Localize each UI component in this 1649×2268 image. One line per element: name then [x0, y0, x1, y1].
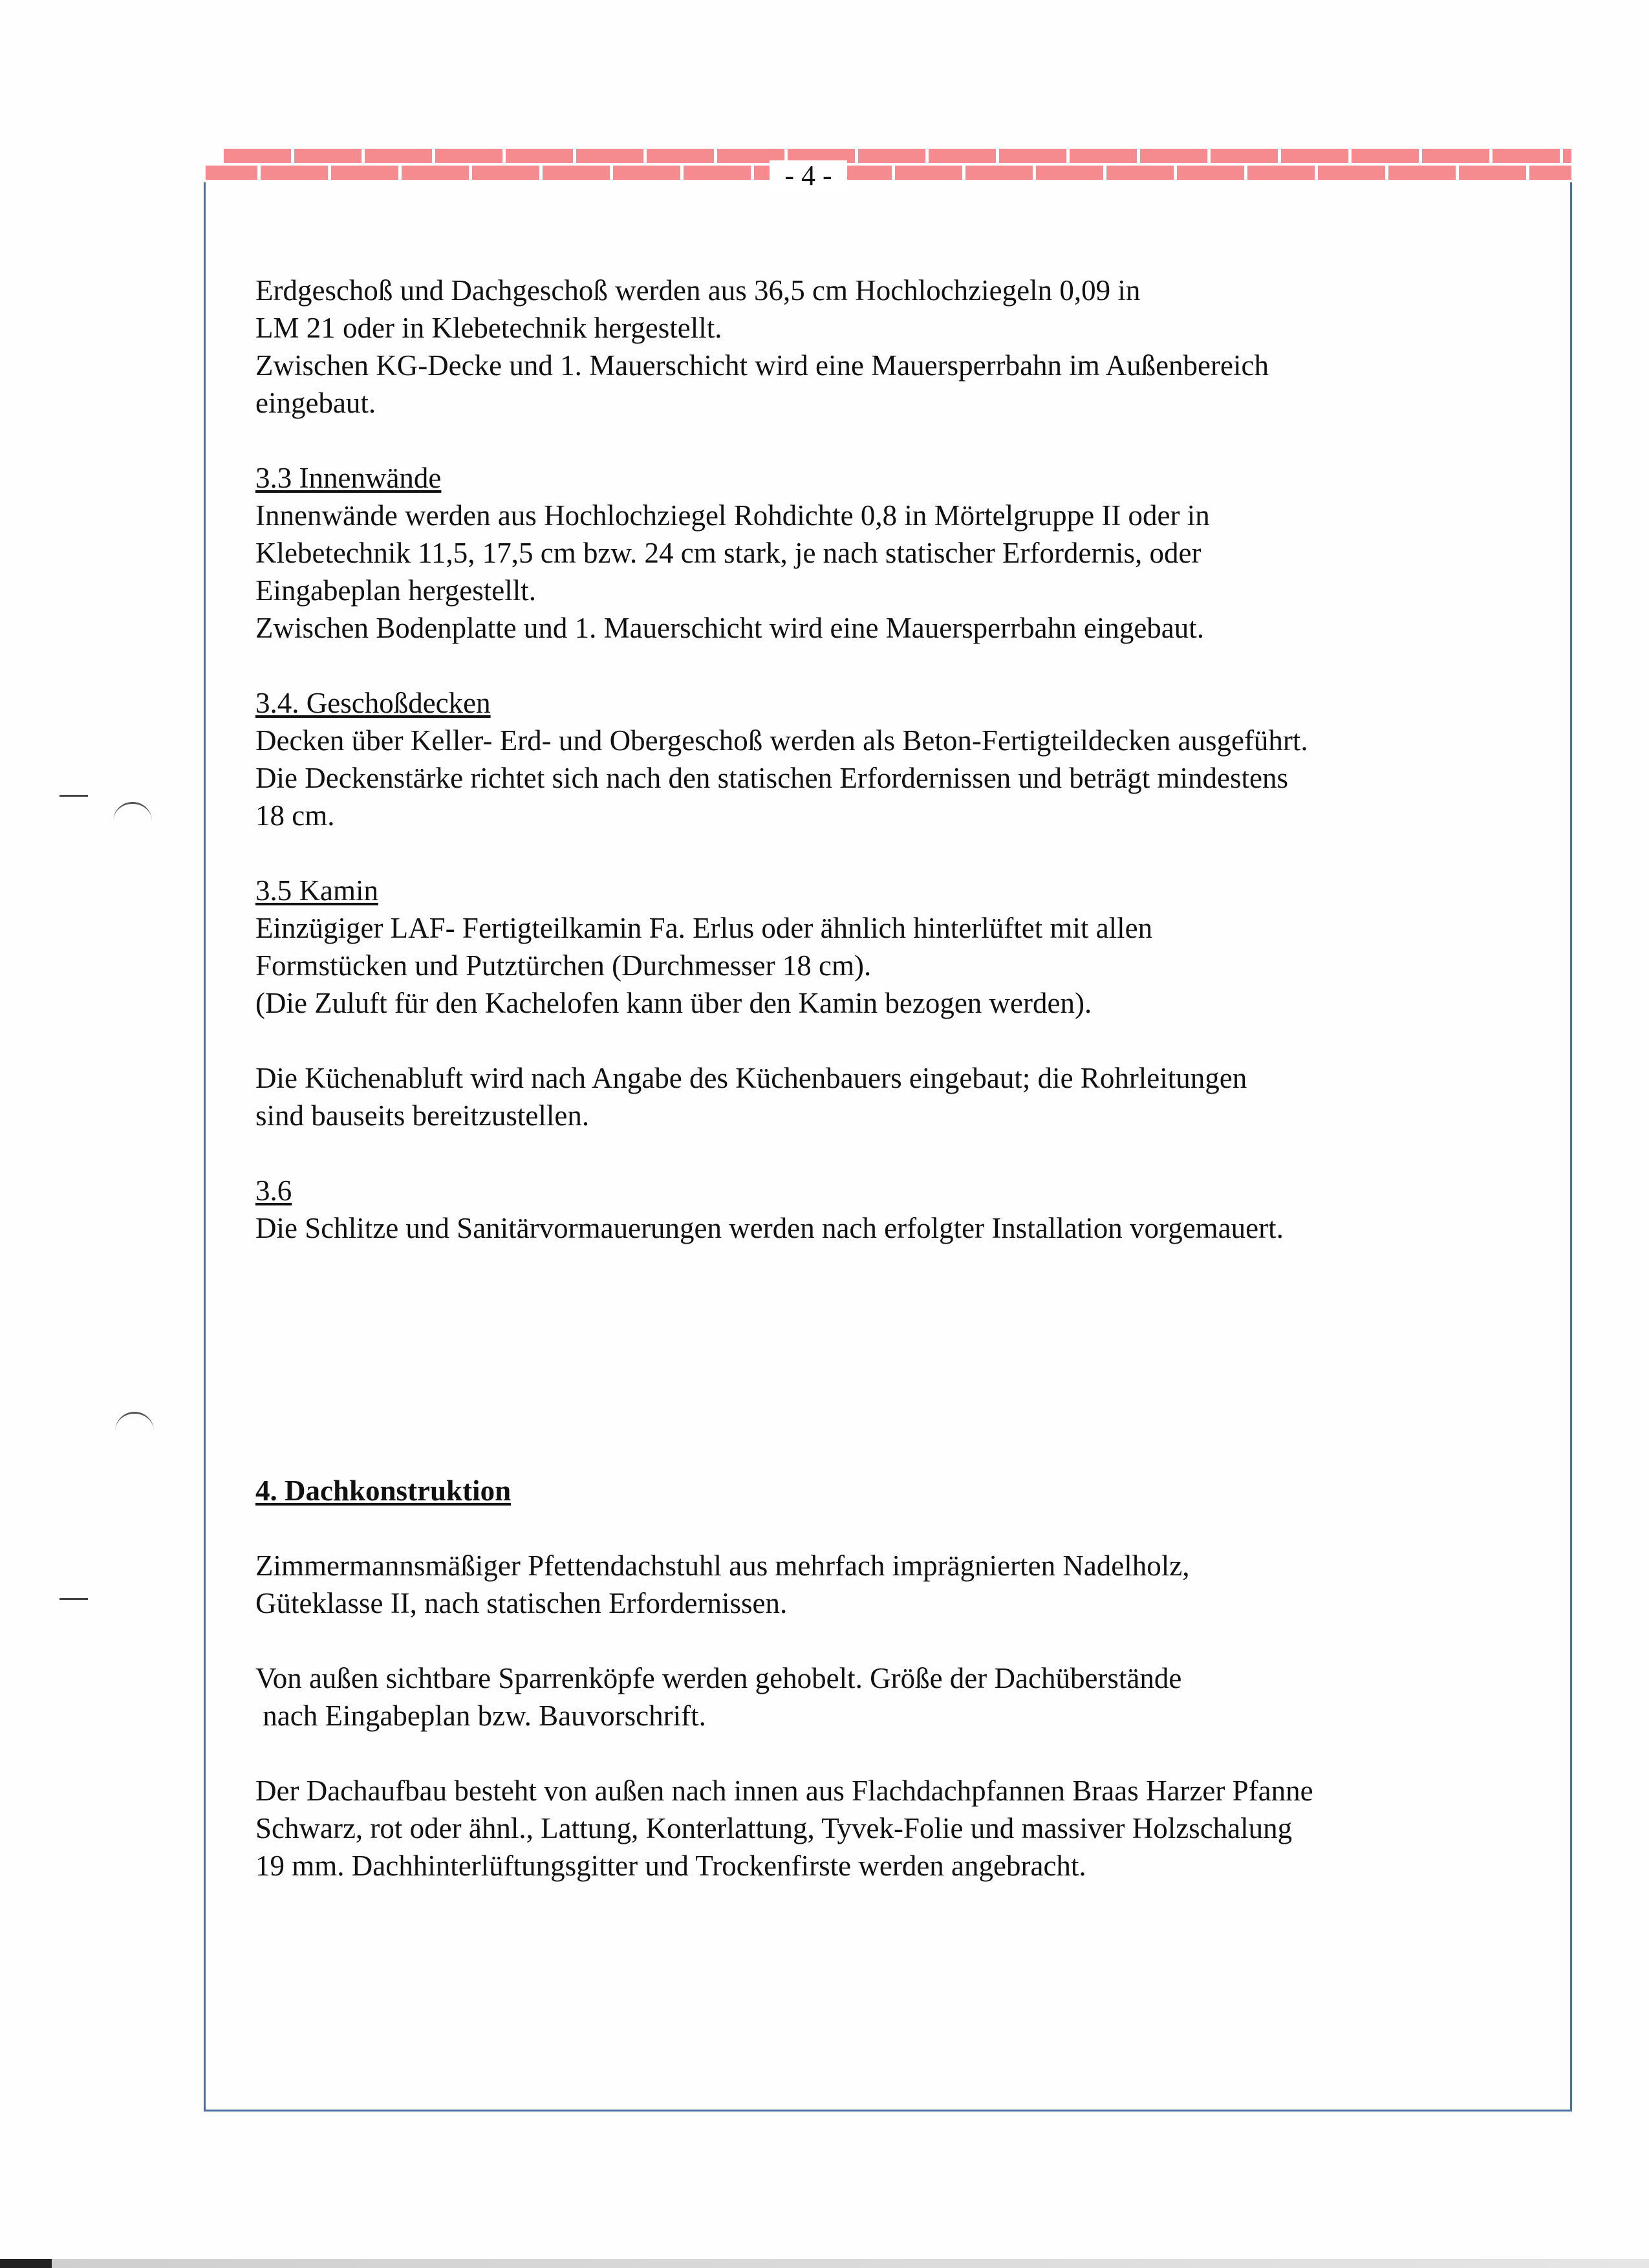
text-line: Zwischen KG-Decke und 1. Mauerschicht wird eine Mauersperrbahn im Außenbereich — [255, 349, 1269, 382]
paragraph-gap — [255, 1509, 1523, 1547]
paragraph-gap — [255, 1434, 1523, 1472]
text-line: LM 21 oder in Klebetechnik hergestellt. — [255, 312, 722, 344]
section-heading: 3.4. Geschoßdecken — [255, 687, 491, 719]
paragraph-gap — [255, 1022, 1523, 1059]
paragraph-gap — [255, 834, 1523, 872]
document-body — [255, 272, 1523, 1885]
text-line: Güteklasse II, nach statischen Erfordernissen. — [255, 1587, 788, 1619]
text-line: Schwarz, rot oder ähnl., Lattung, Konterlattung, Tyvek-Folie und massiver Holzschalung — [255, 1812, 1293, 1844]
text-line: Erdgeschoß und Dachgeschoß werden aus 36,5 cm Hochlochziegeln 0,09 in — [255, 274, 1141, 307]
text-line: sind bauseits bereitzustellen. — [255, 1099, 590, 1132]
brick-row-bottom — [206, 166, 1571, 180]
paragraph-gap — [255, 1247, 1523, 1284]
section-heading: 3.3 Innenwände — [255, 462, 442, 494]
binder-dash-mark — [59, 1598, 88, 1600]
paragraph-gap — [255, 1284, 1523, 1322]
text-line: Klebetechnik 11,5, 17,5 cm bzw. 24 cm stark, je nach statischer Erfordernis, oder — [255, 537, 1202, 569]
paragraph-gap — [255, 1734, 1523, 1772]
paragraph-gap — [255, 1134, 1523, 1172]
paragraph-gap — [255, 647, 1523, 684]
text-line: Zwischen Bodenplatte und 1. Mauerschicht wird eine Mauersperrbahn eingebaut. — [255, 612, 1205, 644]
text-line: Eingabeplan hergestellt. — [255, 574, 537, 607]
text-line: Von außen sichtbare Sparrenköpfe werden gehobelt. Größe der Dachüberstände — [255, 1662, 1182, 1694]
text-line: 19 mm. Dachhinterlüftungsgitter und Trockenfirste werden angebracht. — [255, 1850, 1086, 1882]
brick-row-top — [224, 149, 1571, 163]
paragraph-gap — [255, 422, 1523, 459]
punch-hole-mark — [115, 1412, 154, 1436]
chapter-heading: 4. Dachkonstruktion — [255, 1474, 512, 1507]
text-line: Innenwände werden aus Hochlochziegel Rohdichte 0,8 in Mörtelgruppe II oder in — [255, 499, 1210, 532]
text-line: Der Dachaufbau besteht von außen nach innen aus Flachdachpfannen Braas Harzer Pfanne — [255, 1775, 1313, 1807]
binder-dash-mark — [59, 795, 88, 797]
text-line: Zimmermannsmäßiger Pfettendachstuhl aus mehrfach imprägnierten Nadelholz, — [255, 1550, 1190, 1582]
brick-header-decoration — [206, 147, 1571, 181]
text-line: eingebaut. — [255, 387, 376, 419]
paragraph-gap — [255, 1322, 1523, 1359]
text-line: Einzügiger LAF- Fertigteilkamin Fa. Erlus oder ähnlich hinterlüftet mit allen — [255, 912, 1153, 944]
text-line: Die Küchenabluft wird nach Angabe des Küchenbauers eingebaut; die Rohrleitungen — [255, 1062, 1247, 1094]
text-line: Formstücken und Putztürchen (Durchmesser 18 cm). — [255, 949, 872, 982]
text-line: Die Deckenstärke richtet sich nach den statischen Erfordernissen und beträgt mindestens — [255, 762, 1288, 794]
page-number: - 4 - — [770, 160, 847, 191]
text-line: nach Eingabeplan bzw. Bauvorschrift. — [255, 1700, 706, 1732]
text-line: (Die Zuluft für den Kachelofen kann über den Kamin bezogen werden). — [255, 987, 1092, 1019]
text-line: 18 cm. — [255, 799, 335, 832]
text-line: Decken über Keller- Erd- und Obergeschoß werden als Beton-Fertigteildecken ausgeführt. — [255, 724, 1308, 757]
punch-hole-mark — [113, 802, 152, 826]
paragraph-gap — [255, 1359, 1523, 1397]
scan-edge — [0, 2259, 1649, 2268]
paragraph-gap — [255, 1397, 1523, 1434]
paragraph-gap — [255, 1622, 1523, 1659]
section-heading: 3.5 Kamin — [255, 874, 378, 907]
section-heading: 3.6 — [255, 1174, 292, 1207]
text-line: Die Schlitze und Sanitärvormauerungen werden nach erfolgter Installation vorgemauert. — [255, 1212, 1284, 1244]
